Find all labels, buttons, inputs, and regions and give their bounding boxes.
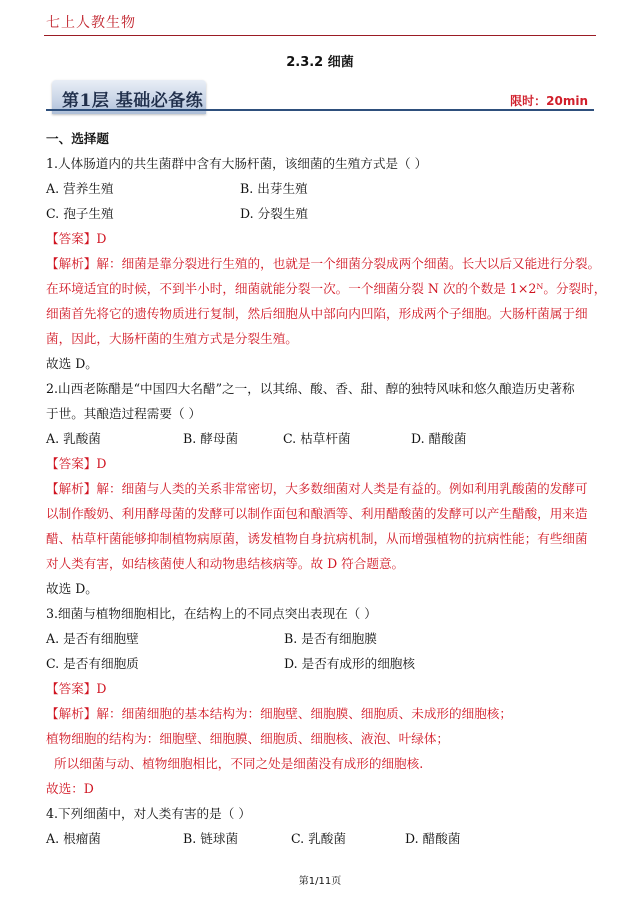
answer: 【答案】D <box>46 231 107 246</box>
question-2 <box>46 376 596 601</box>
answer: 【答案】D <box>46 681 107 696</box>
analysis-line: 以制作酸奶、利用酵母菌的发酵可以制作面包和酿酒等、利用醋酸菌的发酵可以产生醋酸，用来造 <box>46 506 588 521</box>
analysis-line: 对人类有害，如结核菌使人和动物患结核病等。故 D 符合题意。 <box>46 556 405 571</box>
analysis-line: 【解析】解：细菌是靠分裂进行生殖的，也就是一个细菌分裂成两个细菌。长大以后又能进行分裂。 <box>46 256 601 271</box>
analysis-line: 植物细胞的结构为：细胞壁、细胞膜、细胞质、细胞核、液泡、叶绿体； <box>46 731 449 746</box>
conclusion: 故选 D。 <box>46 356 98 371</box>
option-b: B. 链球菌 <box>183 831 239 846</box>
page-number: 第1/11页 <box>298 876 342 887</box>
option-a: A. 乳酸菌 <box>46 431 101 446</box>
option-c: C. 孢子生殖 <box>46 206 114 221</box>
question-1 <box>46 151 607 376</box>
option-a: A. 营养生殖 <box>46 181 114 196</box>
options-row <box>46 626 596 651</box>
option-d: D. 分裂生殖 <box>240 206 309 221</box>
options-row <box>46 651 596 676</box>
option-b: B. 出芽生殖 <box>240 181 308 196</box>
content <box>46 124 607 851</box>
question-stem: 4.下列细菌中，对人类有害的是（ ） <box>46 806 251 821</box>
analysis-line: 细菌首先将它的遗传物质进行复制，然后细胞从中部向内凹陷，形成两个子细胞。大肠杆菌属于细 <box>46 306 588 321</box>
option-a: A. 是否有细胞壁 <box>46 631 139 646</box>
analysis-line: 菌，因此，大肠杆菌的生殖方式是分裂生殖。 <box>46 331 298 346</box>
option-b: B. 是否有细胞膜 <box>284 631 377 646</box>
time-limit: 限时：20min <box>510 94 588 108</box>
options-row <box>46 176 596 201</box>
question-stem: 1.人体肠道内的共生菌群中含有大肠杆菌，该细菌的生殖方式是（ ） <box>46 156 428 171</box>
option-c: C. 是否有细胞质 <box>46 656 139 671</box>
option-d: D. 醋酸菌 <box>411 431 467 446</box>
option-d: D. 是否有成形的细胞核 <box>284 656 415 671</box>
question-stem: 于世。其酿造过程需要（ ） <box>46 406 202 421</box>
analysis-line: 【解析】解：细菌与人类的关系非常密切，大多数细菌对人类是有益的。例如利用乳酸菌的发酵可 <box>46 481 588 496</box>
options-row <box>46 426 596 451</box>
option-b: B. 酵母菌 <box>183 431 239 446</box>
conclusion: 故选：D <box>46 781 94 796</box>
options-row <box>46 826 596 851</box>
header-rule <box>44 35 596 36</box>
conclusion: 故选 D。 <box>46 581 98 596</box>
analysis-line: 在环境适宜的时候，不到半小时，细菌就能分裂一次。一个细菌分裂 N 次的个数是 1×2ᴺ。分裂时， <box>46 281 607 296</box>
analysis-line: 醋、枯草杆菌能够抑制植物病原菌，诱发植物自身抗病机制，从而增强植物的抗病性能；有些细菌 <box>46 531 588 546</box>
options-row <box>46 201 596 226</box>
option-c: C. 乳酸菌 <box>291 831 346 846</box>
option-d: D. 醋酸菌 <box>405 831 461 846</box>
option-a: A. 根瘤菌 <box>46 831 101 846</box>
question-3 <box>46 601 596 801</box>
option-c: C. 枯草杆菌 <box>283 431 351 446</box>
page-header-text: 七上人教生物 <box>46 15 136 31</box>
analysis-line: 所以细菌与动、植物细胞相比，不同之处是细菌没有成形的细胞核. <box>46 756 424 771</box>
banner-label: 第1层 基础必备练 <box>62 91 204 111</box>
section-heading: 一、选择题 <box>46 131 109 146</box>
document-title: 2.3.2 细菌 <box>286 55 354 70</box>
question-stem: 2.山西老陈醋是“中国四大名醋”之一，以其绵、酸、香、甜、醇的独特风味和悠久酿造历史著称 <box>46 381 575 396</box>
answer: 【答案】D <box>46 456 107 471</box>
question-4 <box>46 801 596 851</box>
question-stem: 3.细菌与植物细胞相比，在结构上的不同点突出表现在（ ） <box>46 606 377 621</box>
analysis-line: 【解析】解：细菌细胞的基本结构为：细胞壁、细胞膜、细胞质、未成形的细胞核； <box>46 706 512 721</box>
